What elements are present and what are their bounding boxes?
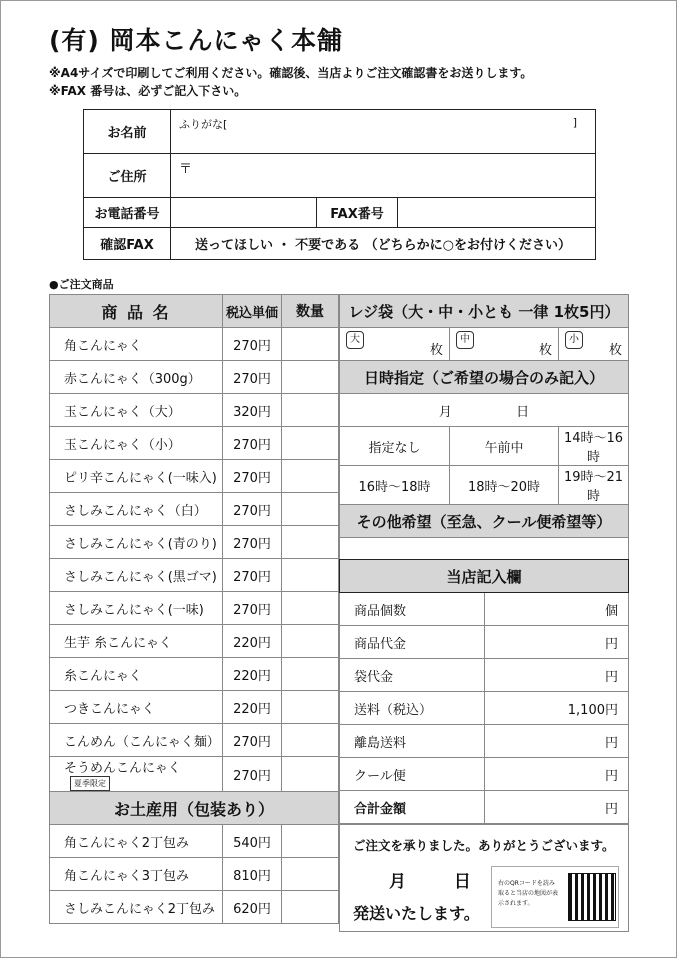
page-title: (有) 岡本こんにゃく本舗 [49, 26, 344, 55]
table-row [340, 725, 629, 758]
quantity-field[interactable] [282, 691, 339, 724]
confirm-fax-label: 確認FAX [84, 228, 171, 260]
product-name: さしみこんにゃく(黒ゴマ) [50, 559, 223, 592]
slot-18-20[interactable]: 18時～20時 [450, 466, 559, 505]
product-price: 320円 [223, 394, 282, 427]
shop-row-label: クール便 [340, 758, 485, 791]
table-row [50, 724, 339, 757]
product-name: さしみこんにゃく(一味) [50, 592, 223, 625]
table-row [50, 559, 339, 592]
quantity-field[interactable] [282, 328, 339, 361]
gift-name: さしみこんにゃく2丁包み [50, 891, 223, 924]
product-name: さしみこんにゃく（白） [50, 493, 223, 526]
table-row [50, 757, 339, 792]
slot-19-21[interactable]: 19時～21時 [559, 466, 629, 505]
quantity-field[interactable] [282, 427, 339, 460]
quantity-field[interactable] [282, 724, 339, 757]
note-fax: ※FAX 番号は、必ずご記入下さい。 [49, 84, 247, 98]
delivery-day: 日 [516, 404, 530, 420]
postal-mark: 〒 [179, 162, 193, 177]
table-row [340, 692, 629, 725]
shop-row-value[interactable]: 円 [485, 725, 629, 758]
product-price: 270円 [223, 361, 282, 394]
shop-row-label: 商品代金 [340, 626, 485, 659]
fax-label: FAX番号 [317, 198, 398, 228]
product-name: 糸こんにゃく [50, 658, 223, 691]
shop-row-value[interactable]: 個 [485, 593, 629, 626]
gift-name: 角こんにゃく2丁包み [50, 825, 223, 858]
table-row [50, 625, 339, 658]
shop-row-label: 離島送料 [340, 725, 485, 758]
table-row [50, 394, 339, 427]
thanks-text: ご注文を承りました。ありがとうございます。 [353, 838, 615, 853]
fax-field[interactable] [398, 198, 596, 228]
furigana-label: ふりがな[ [179, 118, 228, 131]
delivery-header: 日時指定（ご希望の場合のみ記入） [340, 361, 629, 394]
shop-row-label: 商品個数 [340, 593, 485, 626]
send-text: 発送いたします。 [353, 904, 480, 923]
table-row [50, 825, 339, 858]
qr-caption: 右のQRコードを読み取ると当店の地図が表示されます。 [498, 880, 559, 907]
table-row [50, 858, 339, 891]
gift-price: 810円 [223, 858, 282, 891]
product-name: そうめんこんにゃく夏季限定 [50, 757, 223, 792]
product-price: 270円 [223, 757, 282, 792]
product-name: 生芋 糸こんにゃく [50, 625, 223, 658]
address-field[interactable] [171, 154, 596, 198]
shop-row-label: 送料（税込） [340, 692, 485, 725]
table-row [50, 526, 339, 559]
shop-row-value[interactable]: 円 [485, 791, 629, 824]
shop-row-value[interactable]: 円 [485, 626, 629, 659]
delivery-month: 月 [438, 404, 452, 420]
shop-header: 当店記入欄 [340, 560, 629, 593]
product-price: 270円 [223, 592, 282, 625]
quantity-field[interactable] [282, 394, 339, 427]
col-unit-price: 税込単価 [223, 295, 282, 328]
name-field[interactable] [171, 110, 596, 154]
table-row [340, 593, 629, 626]
ship-day: 日 [453, 872, 471, 892]
quantity-field[interactable] [282, 592, 339, 625]
ship-date [389, 867, 471, 892]
shop-row-value[interactable]: 円 [485, 758, 629, 791]
bag-small[interactable]: 小 枚 [559, 328, 629, 361]
slot-none[interactable]: 指定なし [340, 427, 450, 466]
product-name: さしみこんにゃく(青のり) [50, 526, 223, 559]
other-header: その他希望（至急、クール便希望等） [340, 505, 629, 538]
season-badge: 夏季限定 [70, 776, 110, 791]
product-price: 220円 [223, 691, 282, 724]
options-table [339, 294, 629, 571]
bag-large[interactable]: 大 枚 [340, 328, 450, 361]
shop-row-value[interactable]: 1,100円 [485, 692, 629, 725]
table-row [340, 626, 629, 659]
table-row [50, 691, 339, 724]
product-price: 270円 [223, 493, 282, 526]
product-price: 270円 [223, 460, 282, 493]
gift-price: 620円 [223, 891, 282, 924]
table-row [50, 427, 339, 460]
address-label: ご住所 [84, 154, 171, 198]
product-name: ピリ辛こんにゃく(一味入) [50, 460, 223, 493]
product-price: 270円 [223, 559, 282, 592]
product-name: 玉こんにゃく（大） [50, 394, 223, 427]
phone-field[interactable] [171, 198, 317, 228]
quantity-field[interactable] [282, 625, 339, 658]
product-price: 270円 [223, 526, 282, 559]
table-row [50, 658, 339, 691]
table-row [50, 460, 339, 493]
quantity-field[interactable] [282, 891, 339, 924]
quantity-field[interactable] [282, 460, 339, 493]
qr-code-icon[interactable] [568, 873, 616, 921]
quantity-field[interactable] [282, 493, 339, 526]
bag-medium[interactable]: 中 枚 [450, 328, 559, 361]
quantity-field[interactable] [282, 858, 339, 891]
furigana-bracket: ] [572, 116, 577, 129]
gift-header: お土産用（包装あり） [50, 792, 339, 825]
product-price: 270円 [223, 427, 282, 460]
slot-16-18[interactable]: 16時～18時 [340, 466, 450, 505]
product-name: こんめん（こんにゃく麺） [50, 724, 223, 757]
product-price: 220円 [223, 658, 282, 691]
product-price: 270円 [223, 328, 282, 361]
table-row [50, 328, 339, 361]
quantity-field[interactable] [282, 559, 339, 592]
product-name: つきこんにゃく [50, 691, 223, 724]
bag-header: レジ袋（大・中・小とも 一律 1枚5円） [340, 295, 629, 328]
table-row [340, 758, 629, 791]
slot-14-16[interactable]: 14時～16時 [559, 427, 629, 466]
table-row [50, 361, 339, 394]
gift-price: 540円 [223, 825, 282, 858]
product-price: 270円 [223, 724, 282, 757]
col-product-name: 商 品 名 [50, 295, 223, 328]
phone-label: お電話番号 [84, 198, 171, 228]
shop-use-table [339, 559, 629, 824]
customer-info-table [83, 109, 596, 260]
product-name: 玉こんにゃく（小） [50, 427, 223, 460]
name-label: お名前 [84, 110, 171, 154]
table-row [50, 592, 339, 625]
quantity-field[interactable] [282, 526, 339, 559]
ship-month: 月 [389, 872, 406, 892]
qr-box [491, 866, 619, 928]
quantity-field[interactable] [282, 825, 339, 858]
product-price: 220円 [223, 625, 282, 658]
slot-morning[interactable]: 午前中 [450, 427, 559, 466]
section-label: ●ご注文商品 [49, 278, 114, 291]
product-name: 角こんにゃく [50, 328, 223, 361]
shop-row-label: 袋代金 [340, 659, 485, 692]
note-print: ※A4サイズで印刷してご利用ください。確認後、当店よりご注文確認書をお送りします。 [49, 66, 533, 80]
order-items-table [49, 294, 339, 924]
quantity-field[interactable] [282, 757, 339, 792]
delivery-date-field[interactable] [340, 394, 629, 427]
shop-row-label: 合計金額 [340, 791, 485, 824]
table-row [340, 791, 629, 824]
table-row [50, 891, 339, 924]
product-name: 赤こんにゃく（300g） [50, 361, 223, 394]
table-row [50, 493, 339, 526]
col-quantity: 数量 [282, 295, 339, 328]
quantity-field[interactable] [282, 361, 339, 394]
table-row [340, 659, 629, 692]
shop-row-value[interactable]: 円 [485, 659, 629, 692]
gift-name: 角こんにゃく3丁包み [50, 858, 223, 891]
confirm-fax-options[interactable]: 送ってほしい ・ 不要である （どちらかに○をお付けください） [171, 228, 596, 260]
quantity-field[interactable] [282, 658, 339, 691]
